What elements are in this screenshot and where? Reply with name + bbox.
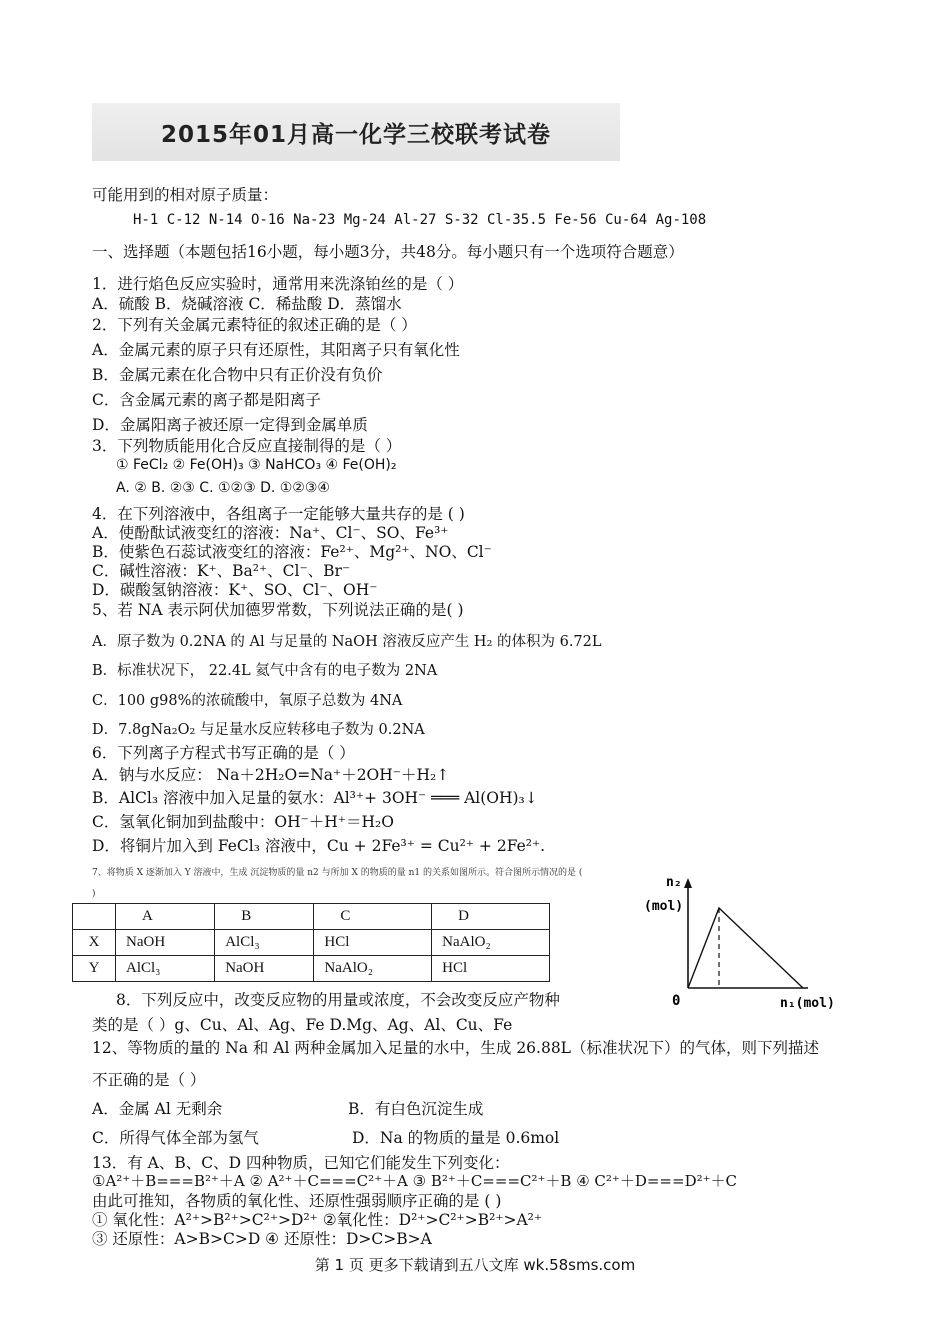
question-12-stem-2: 不正确的是（ ） — [92, 1071, 206, 1089]
question-13-reactions: ①A²⁺＋B===B²⁺＋A ② A²⁺＋C===C²⁺＋A ③ B²⁺＋C===C²⁺＋B ④ C²⁺＋D===D²⁺＋C — [92, 1172, 738, 1190]
y-axis-unit: (mol) — [644, 899, 684, 914]
question-2-option-c: C．含金属元素的离子都是阳离子 — [92, 391, 321, 409]
question-13-infer: 由此可推知，各物质的氧化性、还原性强弱顺序正确的是 ( ) — [92, 1192, 502, 1210]
question-12-option-c: C．所得气体全部为氢气 — [92, 1129, 259, 1147]
question-5-option-a: A．原子数为 0.2NA 的 Al 与足量的 NaOH 溶液反应产生 H₂ 的体积为 6.72L — [92, 634, 602, 650]
table-header-cell: C — [314, 904, 432, 930]
question-5-option-d: D．7.8gNa₂O₂ 与足量水反应转移电子数为 0.2NA — [92, 722, 425, 738]
question-5-stem: 5、若 NA 表示阿伏加德罗常数，下列说法正确的是( ) — [92, 601, 464, 619]
question-7-stem: 7、将物质 X 逐渐加入 Y 溶液中，生成 沉淀物质的量 n2 与所加 X 的物质的量 n1 的关系如图所示。符合图所示情况的是 ( — [92, 868, 583, 878]
table-cell: HCl — [432, 956, 550, 982]
question-13-line-1: ① 氧化性：A²⁺>B²⁺>C²⁺>D²⁺ ②氧化性：D²⁺>C²⁺>B²⁺>A²⁺ — [92, 1211, 543, 1229]
question-7-table — [72, 903, 550, 982]
table-cell: HCl — [314, 930, 432, 956]
question-6-option-b: B．AlCl₃ 溶液中加入足量的氨水：Al³⁺+ 3OH⁻ ═══ Al(OH)₃↓ — [92, 789, 538, 807]
question-2-stem: 2．下列有关金属元素特征的叙述正确的是（ ） — [92, 316, 417, 334]
question-12-stem: 12、等物质的量的 Na 和 Al 两种金属加入足量的水中，生成 26.88L（标准状况下）的气体，则下列描述 — [92, 1039, 819, 1057]
question-2-option-a: A．金属元素的原子只有还原性，其阳离子只有氧化性 — [92, 341, 460, 359]
table-cell: AlCl₃ — [215, 930, 314, 956]
table-header-cell: D — [432, 904, 550, 930]
question-4-option-d: D．碳酸氢钠溶液：K⁺、SO、Cl⁻、OH⁻ — [92, 581, 378, 599]
question-3-options: A. ② B. ②③ C. ①②③ D. ①②③④ — [116, 480, 330, 496]
question-8-options: 类的是（ ）g、Cu、Al、Ag、Fe D.Mg、Ag、Al、Cu、Fe — [92, 1016, 513, 1034]
question-2-option-d: D．金属阳离子被还原一定得到金属单质 — [92, 416, 368, 434]
table-header-cell: A — [116, 904, 215, 930]
y-axis-label: n₂ — [666, 875, 682, 890]
question-12-option-b: B．有白色沉淀生成 — [348, 1100, 484, 1118]
graph-curve — [688, 908, 803, 988]
x-axis-label: n₁(mol) — [780, 996, 835, 1011]
question-13-stem: 13．有 A、B、C、D 四种物质，已知它们能发生下列变化： — [92, 1154, 510, 1172]
question-3-stem: 3．下列物质能用化合反应直接制得的是（ ） — [92, 437, 402, 455]
question-7-stem-end: ) — [92, 889, 96, 899]
question-2-option-b: B．金属元素在化合物中只有正价没有负价 — [92, 366, 383, 384]
question-12-option-a: A．金属 Al 无剩余 — [92, 1100, 223, 1118]
table-row — [73, 956, 550, 982]
title-banner — [92, 103, 620, 161]
question-4-option-a: A．使酚酞试液变红的溶液：Na⁺、Cl⁻、SO、Fe³⁺ — [92, 524, 449, 542]
table-cell: NaOH — [215, 956, 314, 982]
question-12-option-d: D．Na 的物质的量是 0.6mol — [352, 1129, 560, 1147]
table-row-label: Y — [73, 956, 116, 982]
section-heading: 一、选择题（本题包括16小题，每小题3分，共48分。每小题只有一个选项符合题意） — [92, 243, 684, 261]
question-8-stem: 8．下列反应中，改变反应物的用量或浓度，不会改变反应产物种 — [116, 991, 560, 1009]
table-cell — [73, 904, 116, 930]
y-axis-arrow — [684, 878, 692, 888]
question-4-option-c: C．碱性溶液：K⁺、Ba²⁺、Cl⁻、Br⁻ — [92, 562, 351, 580]
atomic-mass-list: H-1 C-12 N-14 O-16 Na-23 Mg-24 Al-27 S-32 Cl-35.5 Fe-56 Cu-64 Ag-108 — [133, 212, 707, 228]
question-5-option-b: B．标准状况下， 22.4L 氦气中含有的电子数为 2NA — [92, 663, 438, 679]
table-row — [73, 930, 550, 956]
question-3-items: ① FeCl₂ ② Fe(OH)₃ ③ NaHCO₃ ④ Fe(OH)₂ — [116, 457, 397, 473]
question-6-option-c: C．氢氧化铜加到盐酸中：OH⁻＋H⁺＝H₂O — [92, 813, 394, 831]
table-header-cell: B — [215, 904, 314, 930]
table-cell: NaAlO₂ — [314, 956, 432, 982]
page-title: 2015年01月高一化学三校联考试卷 — [160, 121, 552, 148]
question-4-stem: 4．在下列溶液中，各组离子一定能够大量共存的是 ( ) — [92, 505, 465, 523]
question-13-line-2: ③ 还原性：A>B>C>D ④ 还原性：D>C>B>A — [92, 1230, 432, 1248]
table-cell: AlCl₃ — [116, 956, 215, 982]
question-1-stem: 1．进行焰色反应实验时，通常用来洗涤铂丝的是（ ） — [92, 275, 464, 293]
question-6-option-a: A．钠与水反应： Na＋2H₂O=Na⁺＋2OH⁻＋H₂↑ — [92, 766, 450, 784]
table-row-label: X — [73, 930, 116, 956]
table-cell: NaOH — [116, 930, 215, 956]
page-footer: 第 1 页 更多下载请到五八文库 wk.58sms.com — [314, 1256, 636, 1274]
table-header-row — [73, 904, 550, 930]
atomic-mass-label: 可能用到的相对原子质量： — [92, 186, 279, 204]
question-6-option-d: D．将铜片加入到 FeCl₃ 溶液中，Cu + 2Fe³⁺ = Cu²⁺ + 2Fe²⁺. — [92, 837, 546, 855]
question-7-graph — [630, 868, 850, 1018]
question-6-stem: 6．下列离子方程式书写正确的是（ ） — [92, 744, 355, 762]
question-4-option-b: B．使紫色石蕊试液变红的溶液：Fe²⁺、Mg²⁺、NO、Cl⁻ — [92, 543, 492, 561]
question-1-options: A．硫酸 B．烧碱溶液 C．稀盐酸 D．蒸馏水 — [92, 295, 402, 313]
question-5-option-c: C．100 g98%的浓硫酸中，氧原子总数为 4NA — [92, 693, 403, 709]
table-cell: NaAlO₂ — [432, 930, 550, 956]
origin-label: 0 — [672, 993, 681, 1009]
